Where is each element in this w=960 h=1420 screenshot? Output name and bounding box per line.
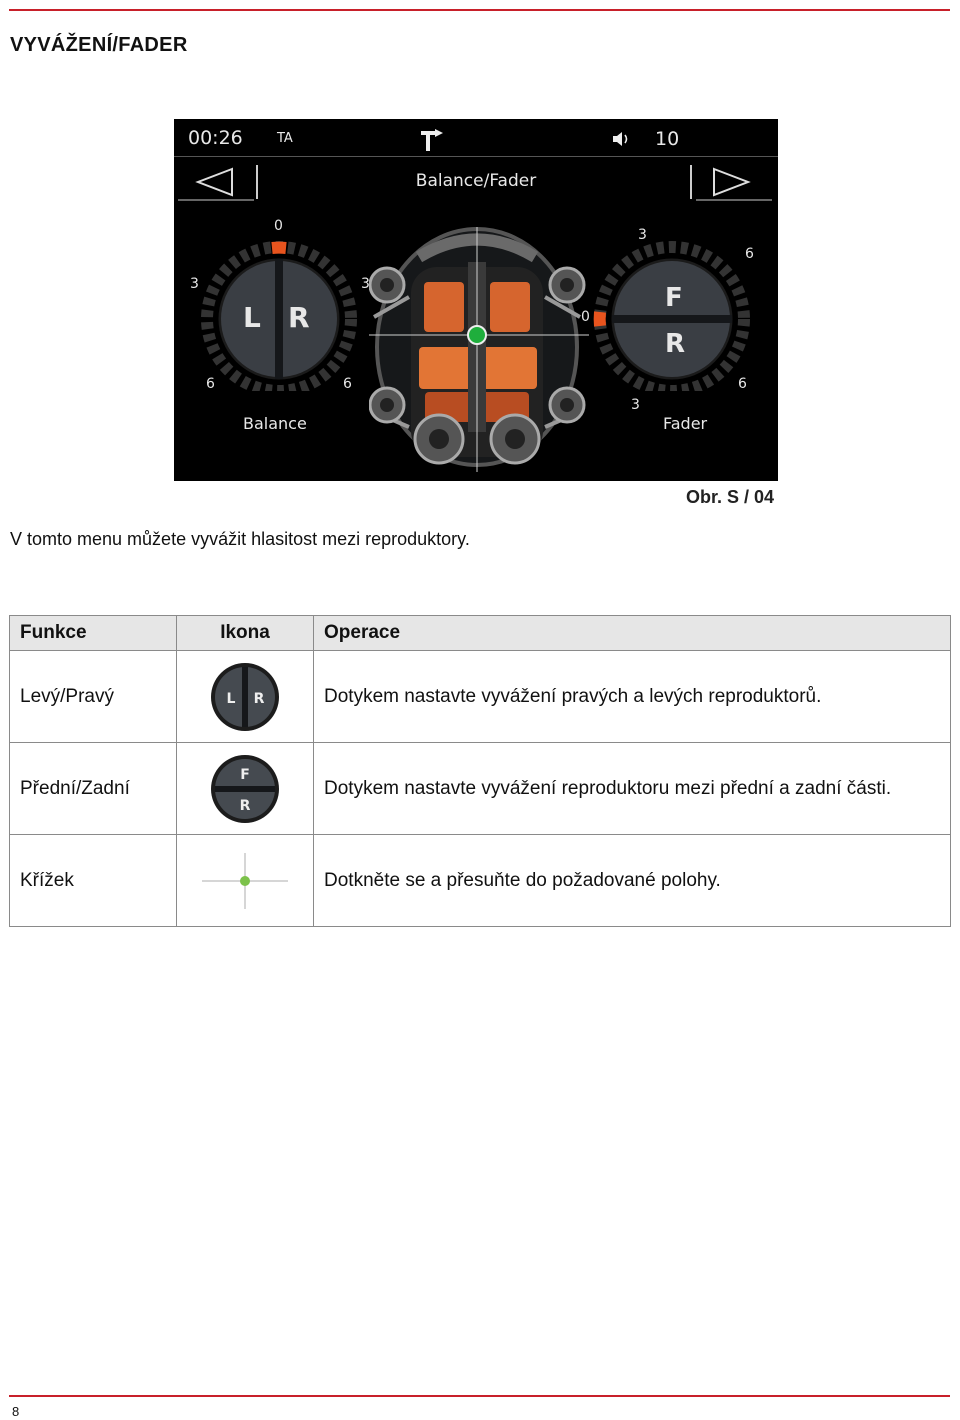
fr-knob-icon [209,753,281,825]
balance-scale-top: 0 [274,218,283,234]
crosshair-icon [200,851,290,911]
top-rule [9,9,950,11]
traffic-icon [418,127,444,153]
balance-scale-right: 3 [361,276,370,292]
fader-front-label: F [665,283,683,313]
fader-knob[interactable] [584,241,754,391]
intro-text: V tomto menu můžete vyvážit hlasitost mezi reproduktory. [10,529,470,549]
function-cell: Křížek [10,835,177,927]
table-row [10,835,951,927]
fader-rear-label: R [665,329,686,359]
balance-scale-bottom-left: 6 [206,376,215,392]
header-divider-right [690,165,692,199]
lr-icon-r: R [253,690,265,707]
table-row [10,743,951,835]
header-function: Funkce [10,616,177,651]
icon-cell [177,651,314,743]
operation-cell: Dotykem nastavte vyvážení pravých a levých reproduktorů. [314,651,951,743]
operation-cell: Dotykem nastavte vyvážení reproduktoru mezi přední a zadní části. [314,743,951,835]
page-title: VYVÁŽENÍ/FADER [10,34,188,56]
crosshair-cursor [468,326,486,344]
header-icon: Ikona [177,616,314,651]
fader-scale-top-right: 6 [745,246,754,262]
balance-right-label: R [288,301,310,334]
fader-label: Fader [663,414,708,433]
function-cell: Přední/Zadní [10,743,177,835]
status-divider [174,156,778,157]
operation-cell: Dotkněte se a přesuňte do požadované polohy. [314,835,951,927]
figure-caption: Obr. S / 04 [685,487,774,507]
speaker-icon [611,130,631,148]
balance-label: Balance [243,414,307,433]
fader-scale-bottom: 3 [631,397,640,413]
clock: 00:26 [188,127,243,149]
volume-level: 10 [655,128,680,150]
fr-icon-f: F [240,766,250,783]
balance-scale-bottom-right: 6 [343,376,352,392]
header-operation: Operace [314,616,951,651]
icon-cell [177,835,314,927]
car-speaker-map[interactable] [369,227,589,472]
lr-knob-icon [209,661,281,733]
fader-scale-top: 3 [638,227,647,243]
fr-icon-r: R [239,797,251,814]
function-table [9,615,951,927]
balance-scale-left: 3 [190,276,199,292]
balance-left-label: L [243,301,261,334]
next-arrow-button[interactable] [696,165,772,201]
table-header-row [10,616,951,651]
balance-knob[interactable] [194,241,364,391]
ta-indicator: TA [277,131,293,146]
balance-fader-screen [174,119,778,481]
bottom-rule [9,1395,950,1397]
fader-scale-bottom-right: 6 [738,376,747,392]
fader-scale-left: 0 [581,309,590,325]
page-number: 8 [12,1404,20,1419]
screen-title: Balance/Fader [415,171,537,191]
icon-cell [177,743,314,835]
function-cell: Levý/Pravý [10,651,177,743]
table-row [10,651,951,743]
lr-icon-l: L [226,690,236,707]
